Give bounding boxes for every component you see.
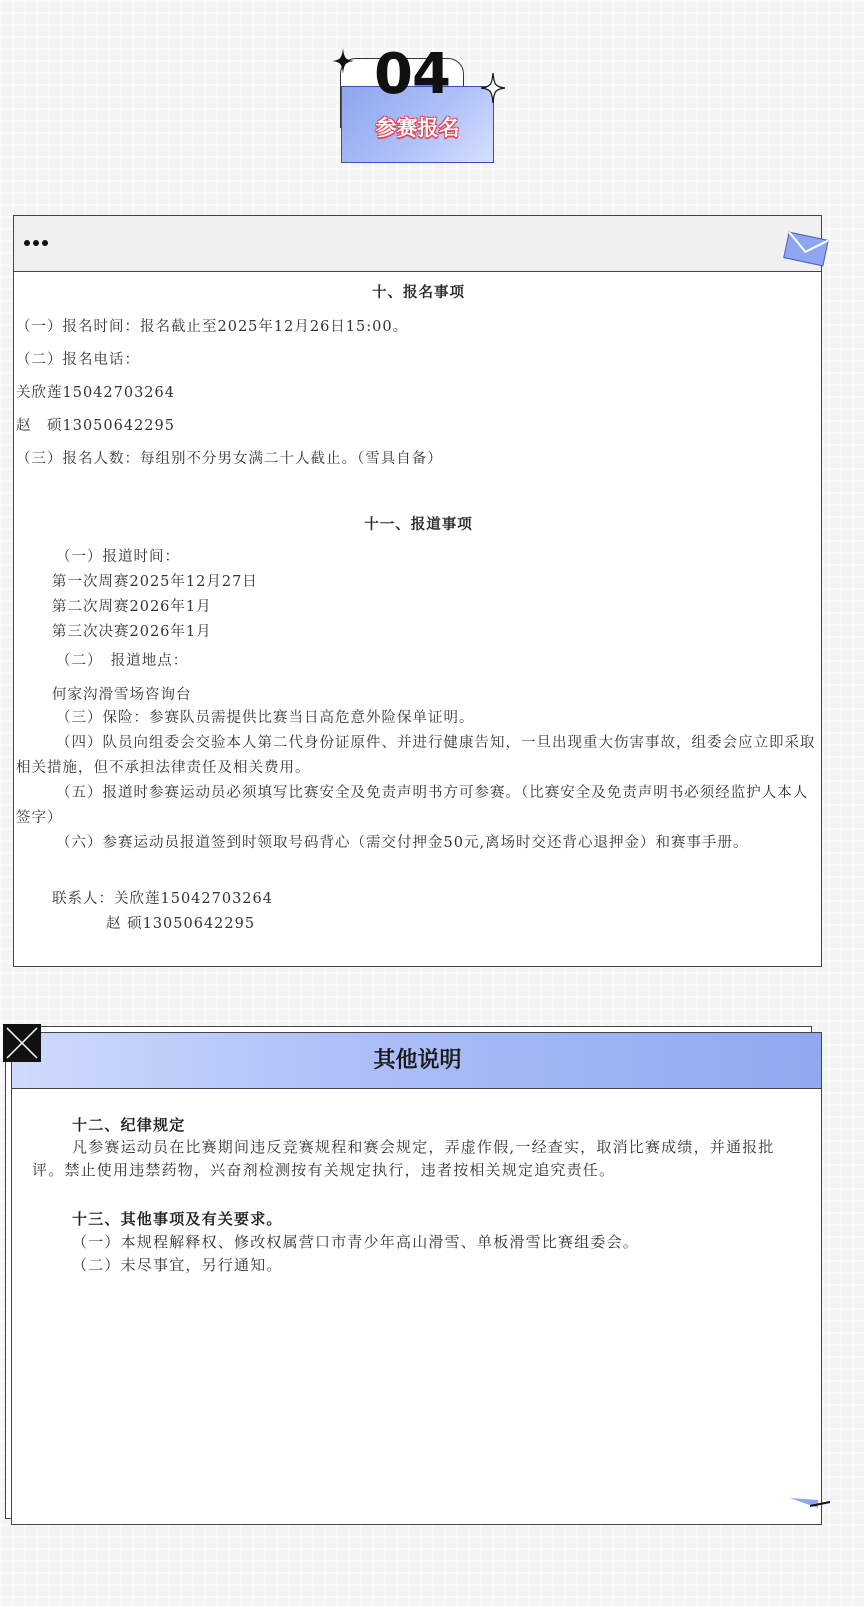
close-x-icon xyxy=(3,1024,41,1062)
discipline-text: 凡参赛运动员在比赛期间违反竞赛规程和赛会规定，弄虚作假,一经查实，取消比赛成绩，并通报批评。禁止使用违禁药物，兴奋剂检测按有关规定执行，违者按相关规定追究责任。 xyxy=(32,1138,775,1179)
registration-contact-1: 关欣莲15042703264 xyxy=(16,385,175,401)
misc-heading: 十三、其他事项及有关要求。 xyxy=(72,1210,283,1228)
report-contact-2: 赵 硕13050642295 xyxy=(106,916,256,932)
report-place-label: （二） 报道地点： xyxy=(56,653,189,669)
window-title-bar xyxy=(14,216,821,272)
misc-item-2: （二）未尽事宜，另行通知。 xyxy=(72,1256,283,1274)
other-notes-header xyxy=(12,1033,821,1089)
pen-icon xyxy=(788,1494,832,1514)
registration-contact-2: 赵 硕13050642295 xyxy=(16,418,175,434)
section-title: 参赛报名 xyxy=(375,116,460,140)
report-contact-1: 联系人：关欣莲15042703264 xyxy=(52,891,273,907)
report-time-label: （一）报道时间： xyxy=(56,549,180,565)
report-bib: （六）参赛运动员报道签到时领取号码背心（需交付押金50元,离场时交还背心退押金）和赛事手册。 xyxy=(56,835,749,851)
registration-count: （三）报名人数：每组别不分男女满二十人截止。（雪具自备） xyxy=(16,451,443,467)
report-place: 何家沟滑雪场咨询台 xyxy=(52,687,192,703)
envelope-icon xyxy=(782,230,830,268)
registration-window xyxy=(13,215,822,967)
report-round-2: 第二次周赛2026年1月 xyxy=(52,599,212,615)
section-number: 04 xyxy=(374,42,450,107)
other-notes-title: 其他说明 xyxy=(373,1048,462,1073)
other-notes-content xyxy=(12,1090,823,1525)
report-insurance: （三）保险：参赛队员需提供比赛当日高危意外险保单证明。 xyxy=(56,710,475,726)
registration-time: （一）报名时间：报名截止至2025年12月26日15:00。 xyxy=(16,319,409,335)
registration-heading: 十、报名事项 xyxy=(372,284,465,301)
report-round-3: 第三次决赛2026年1月 xyxy=(52,624,212,640)
other-notes-panel xyxy=(11,1032,822,1525)
dots-icon xyxy=(24,240,48,246)
report-round-1: 第一次周赛2025年12月27日 xyxy=(52,574,258,590)
sparkle-icon xyxy=(480,72,506,104)
discipline-heading: 十二、纪律规定 xyxy=(72,1116,186,1134)
misc-item-1: （一）本规程解释权、修改权属营口市青少年高山滑雪、单板滑雪比赛组委会。 xyxy=(72,1233,640,1251)
sparkle-icon xyxy=(332,48,354,74)
registration-phone-label: （二）报名电话： xyxy=(16,352,140,368)
section-badge xyxy=(332,44,512,174)
report-heading: 十一、报道事项 xyxy=(364,516,473,533)
report-id-card: （四）队员向组委会交验本人第二代身份证原件、并进行健康告知，一旦出现重大伤害事故，组委会应立即采取相关措施，但不承担法律责任及相关费用。 xyxy=(16,735,816,776)
report-waiver: （五）报道时参赛运动员必须填写比赛安全及免责声明书方可参赛。（比赛安全及免责声明书必须经监护人本人签字） xyxy=(16,785,809,826)
